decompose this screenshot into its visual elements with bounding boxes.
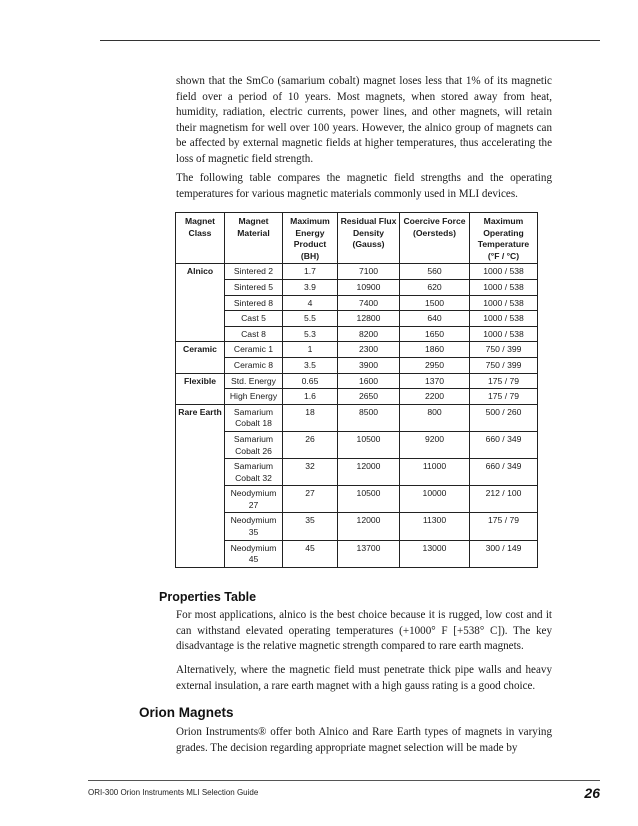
table-cell: Samarium Cobalt 32 xyxy=(225,459,283,486)
table-row xyxy=(176,459,538,486)
magnet-class-cell: Alnico xyxy=(176,264,225,342)
table-body xyxy=(176,264,538,567)
properties-table-heading: Properties Table xyxy=(159,590,257,604)
table-row xyxy=(176,373,538,389)
table-row xyxy=(176,404,538,431)
table-cell: 1000 / 538 xyxy=(470,326,538,342)
magnet-properties-table xyxy=(175,212,538,568)
table-row xyxy=(176,513,538,540)
table-header-cell: Maximum Energy Product (BH) xyxy=(283,213,338,264)
table-cell: 560 xyxy=(400,264,470,280)
table-row xyxy=(176,311,538,327)
table-cell: High Energy xyxy=(225,389,283,405)
table-cell: 620 xyxy=(400,279,470,295)
table-header-cell: Magnet Material xyxy=(225,213,283,264)
table-cell: 3.5 xyxy=(283,357,338,373)
table-cell: 660 / 349 xyxy=(470,431,538,458)
table-cell: 18 xyxy=(283,404,338,431)
table-cell: Std. Energy xyxy=(225,373,283,389)
footer-title: ORI-300 Orion Instruments MLI Selection Guide xyxy=(88,788,259,797)
table-cell: 640 xyxy=(400,311,470,327)
table-cell: 8500 xyxy=(338,404,400,431)
table-cell: Neodymium 27 xyxy=(225,486,283,513)
table-cell: 9200 xyxy=(400,431,470,458)
table-row xyxy=(176,389,538,405)
table-cell: 175 / 79 xyxy=(470,389,538,405)
table-cell: 175 / 79 xyxy=(470,513,538,540)
table-cell: 11000 xyxy=(400,459,470,486)
table-cell: 8200 xyxy=(338,326,400,342)
table-cell: 1.7 xyxy=(283,264,338,280)
table-cell: 3.9 xyxy=(283,279,338,295)
table-header-cell: Coercive Force (Oersteds) xyxy=(400,213,470,264)
table-row xyxy=(176,326,538,342)
table-header-cell: Magnet Class xyxy=(176,213,225,264)
table-cell: 1600 xyxy=(338,373,400,389)
table-row xyxy=(176,357,538,373)
page-number: 26 xyxy=(584,785,600,801)
table-row xyxy=(176,540,538,567)
table-cell: 0.65 xyxy=(283,373,338,389)
table-header-row xyxy=(176,213,538,264)
table-cell: 800 xyxy=(400,404,470,431)
table-cell: 12000 xyxy=(338,459,400,486)
table-header-cell: Residual Flux Density (Gauss) xyxy=(338,213,400,264)
table-cell: 1860 xyxy=(400,342,470,358)
table-intro-paragraph: The following table compares the magnetic field strengths and the operating temperatures for various magnetic materials commonly used in MLI devices. xyxy=(176,172,552,200)
magnet-class-cell: Rare Earth xyxy=(176,404,225,567)
magnet-class-cell: Ceramic xyxy=(176,342,225,373)
table-cell: 2650 xyxy=(338,389,400,405)
table-cell: 1000 / 538 xyxy=(470,264,538,280)
table-cell: 13700 xyxy=(338,540,400,567)
table-cell: 1.6 xyxy=(283,389,338,405)
table-cell: 660 / 349 xyxy=(470,459,538,486)
table-cell: Neodymium 45 xyxy=(225,540,283,567)
table-cell: 7100 xyxy=(338,264,400,280)
table-cell: Cast 5 xyxy=(225,311,283,327)
rare-earth-paragraph: Alternatively, where the magnetic field must penetrate thick pipe walls and heavy external insulation, a rare earth magnet with a high gauss rating is a good choice. xyxy=(176,664,552,692)
table-cell: Samarium Cobalt 18 xyxy=(225,404,283,431)
table-cell: 7400 xyxy=(338,295,400,311)
table-cell: 5.3 xyxy=(283,326,338,342)
table-cell: 26 xyxy=(283,431,338,458)
table-cell: 1500 xyxy=(400,295,470,311)
table-cell: Ceramic 1 xyxy=(225,342,283,358)
table-cell: 2200 xyxy=(400,389,470,405)
table-cell: Cast 8 xyxy=(225,326,283,342)
table-cell: 12800 xyxy=(338,311,400,327)
table-row xyxy=(176,279,538,295)
table-cell: 35 xyxy=(283,513,338,540)
footer-divider xyxy=(88,780,600,781)
table-cell: 4 xyxy=(283,295,338,311)
table-cell: 1000 / 538 xyxy=(470,295,538,311)
table-cell: 32 xyxy=(283,459,338,486)
table-row xyxy=(176,264,538,280)
table-cell: 1000 / 538 xyxy=(470,279,538,295)
table-cell: 2300 xyxy=(338,342,400,358)
orion-magnets-heading: Orion Magnets xyxy=(139,705,234,720)
table-cell: 300 / 149 xyxy=(470,540,538,567)
table-cell: 10500 xyxy=(338,486,400,513)
top-divider xyxy=(100,40,600,41)
table-row xyxy=(176,295,538,311)
table-cell: 11300 xyxy=(400,513,470,540)
table-cell: 10900 xyxy=(338,279,400,295)
table-row xyxy=(176,486,538,513)
table-cell: Samarium Cobalt 26 xyxy=(225,431,283,458)
table-cell: 10000 xyxy=(400,486,470,513)
table-cell: 500 / 260 xyxy=(470,404,538,431)
table-cell: 12000 xyxy=(338,513,400,540)
table-cell: 750 / 399 xyxy=(470,357,538,373)
table-cell: 750 / 399 xyxy=(470,342,538,358)
table-cell: 1000 / 538 xyxy=(470,311,538,327)
table-row xyxy=(176,342,538,358)
table-row xyxy=(176,431,538,458)
table-header-cell: Maximum Operating Temperature (°F / °C) xyxy=(470,213,538,264)
table-cell: Ceramic 8 xyxy=(225,357,283,373)
table-cell: Sintered 2 xyxy=(225,264,283,280)
table-cell: 212 / 100 xyxy=(470,486,538,513)
table-cell: 1 xyxy=(283,342,338,358)
table-cell: Neodymium 35 xyxy=(225,513,283,540)
table-cell: Sintered 5 xyxy=(225,279,283,295)
table-cell: 3900 xyxy=(338,357,400,373)
magnet-class-cell: Flexible xyxy=(176,373,225,404)
table-cell: 10500 xyxy=(338,431,400,458)
table-cell: Sintered 8 xyxy=(225,295,283,311)
table-cell: 2950 xyxy=(400,357,470,373)
table-cell: 5.5 xyxy=(283,311,338,327)
orion-paragraph: Orion Instruments® offer both Alnico and Rare Earth types of magnets in varying grades. The decision regarding appropriate magnet selection will be made by xyxy=(176,726,552,754)
table-cell: 45 xyxy=(283,540,338,567)
alnico-paragraph: For most applications, alnico is the best choice because it is rugged, low cost and it can withstand elevated operating temperatures (+1000° F [+538° C]). The key disadvantage is the relative magnetic strength compared to rare earth magnets. xyxy=(176,609,552,653)
table-cell: 13000 xyxy=(400,540,470,567)
table-cell: 175 / 79 xyxy=(470,373,538,389)
table-cell: 27 xyxy=(283,486,338,513)
table-cell: 1370 xyxy=(400,373,470,389)
table-cell: 1650 xyxy=(400,326,470,342)
intro-paragraph: shown that the SmCo (samarium cobalt) magnet loses less that 1% of its magnetic field over a period of 10 years. Most magnets, when stored away from heat, humidity, radiation, electric currents, power lines, and other magnets, will retain their magnetism for well over 100 years. However, the alnico group of magnets can be affected by external magnetic fields at higher temperatures, thus accelerating the loss of magnetic field strength. xyxy=(176,75,552,165)
